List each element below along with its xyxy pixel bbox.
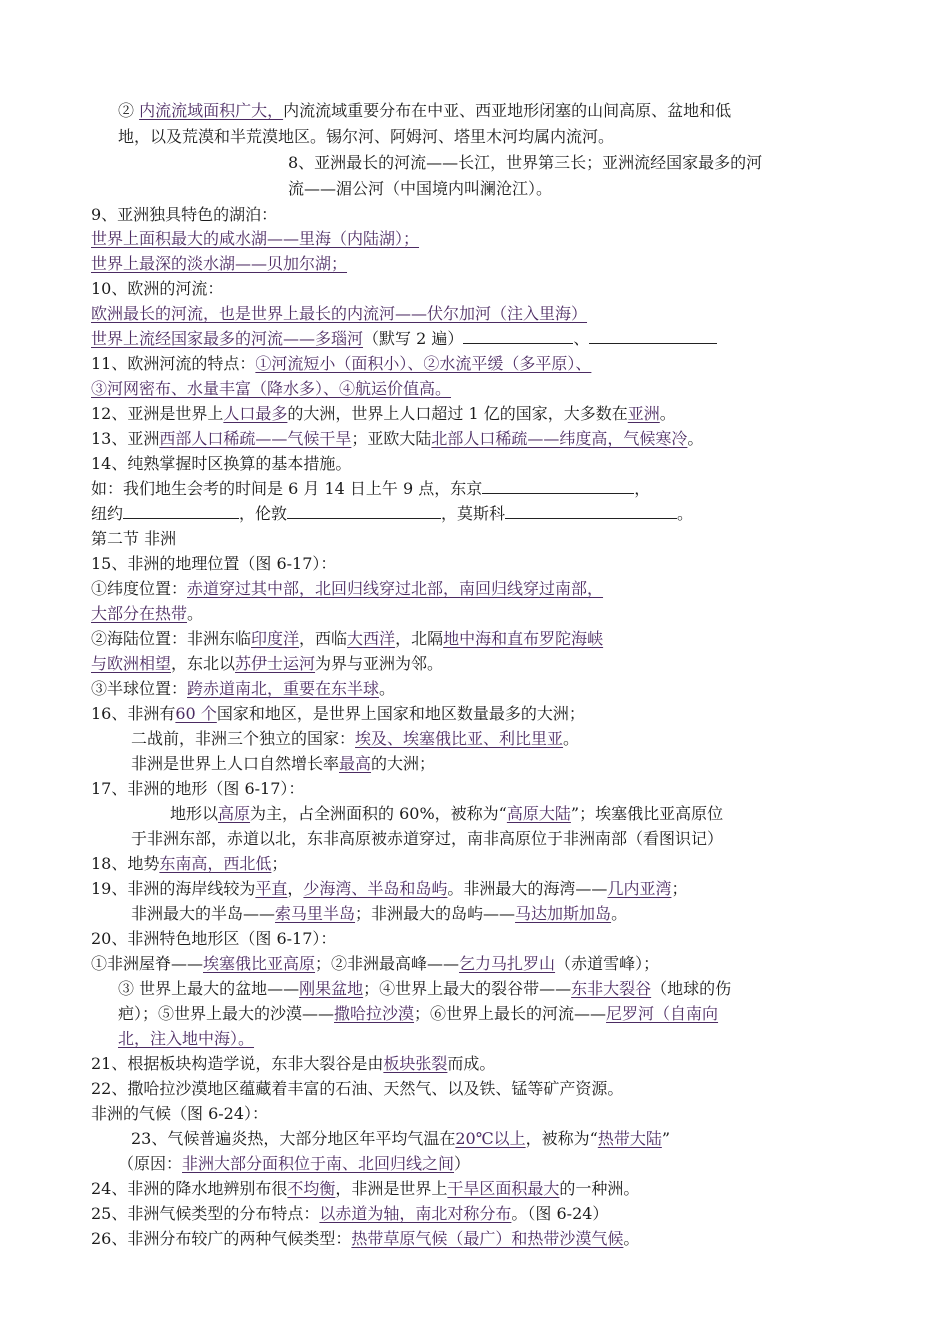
text-line — [131, 753, 435, 775]
text-segment: ①纬度位置： — [91, 579, 188, 598]
text-segment: 16、非洲有 — [91, 704, 176, 723]
text-segment: 9、亚洲独具特色的湖泊： — [91, 205, 278, 224]
text-line — [91, 403, 676, 425]
text-segment: ） — [454, 1154, 471, 1173]
text-segment: 18、地势 — [91, 854, 160, 873]
text-segment: 。 — [611, 904, 628, 923]
underlined-text: 马达加斯加岛 — [515, 904, 612, 923]
text-segment: 。 — [563, 729, 580, 748]
underlined-text: 亚洲 — [627, 404, 660, 423]
text-segment: 24、非洲的降水地辨别布很 — [91, 1179, 288, 1198]
underlined-text: 东南高，西北低 — [159, 854, 272, 873]
text-segment: 如：我们地生会考的时间是 6 月 14 日上午 9 点，东京 — [91, 479, 483, 498]
text-line — [91, 703, 585, 725]
text-segment: 疤）；⑤世界上最大的沙漠—— — [118, 1004, 335, 1023]
underlined-text: 乞力马扎罗山 — [459, 954, 556, 973]
underlined-text: 人口最多 — [223, 404, 288, 423]
text-segment: ；亚欧大陆 — [351, 429, 432, 448]
text-line — [118, 126, 614, 148]
underlined-text: 北，注入地中海）。 — [118, 1029, 255, 1048]
underlined-text: 埃及、埃塞俄比亚、利比里亚 — [355, 729, 564, 748]
underlined-text: 热带大陆 — [597, 1129, 662, 1148]
text-line — [91, 953, 659, 975]
underlined-text: 北部人口稀疏——纬度高，气候寒冷 — [431, 429, 688, 448]
text-line — [91, 578, 603, 600]
fill-in-blank — [505, 504, 677, 519]
text-segment: 二战前，非洲三个独立的国家： — [131, 729, 356, 748]
text-line — [91, 553, 336, 575]
text-segment: 21、根据板块构造学说，东非大裂谷是由 — [91, 1054, 384, 1073]
text-segment: 地形以 — [170, 804, 219, 823]
text-segment: 非洲是世界上人口自然增长率 — [131, 754, 340, 773]
text-segment: 15、非洲的地理位置（图 6-17）： — [91, 554, 337, 573]
underlined-text: 索马里半岛 — [275, 904, 356, 923]
text-segment: ； — [671, 879, 688, 898]
underlined-text: 20℃以上 — [455, 1129, 526, 1148]
text-segment: 。 — [677, 504, 694, 523]
text-segment: 26、非洲分布较广的两种气候类型： — [91, 1229, 352, 1248]
text-line — [131, 1128, 670, 1150]
text-segment: 的一种洲。 — [559, 1179, 640, 1198]
text-segment: 。 — [379, 679, 396, 698]
text-segment: （赤道雪峰）； — [555, 954, 660, 973]
text-segment: 8、亚洲最长的河流——长江，世界第三长；亚洲流经国家最多的河 — [288, 153, 763, 172]
text-segment: 25、非洲气候类型的分布特点： — [91, 1204, 320, 1223]
underlined-text: 撒哈拉沙漠 — [334, 1004, 415, 1023]
underlined-text: 非洲大部分面积位于南、北回归线之间 — [182, 1154, 455, 1173]
text-segment: （原因： — [118, 1154, 183, 1173]
underlined-text: 地中海和直布罗陀海峡 — [443, 629, 604, 648]
text-segment: ，被称为“ — [525, 1129, 598, 1148]
text-segment: 国家和地区，是世界上国家和地区数量最多的大洲； — [216, 704, 585, 723]
text-segment: 。 — [659, 404, 676, 423]
underlined-text: 印度洋 — [251, 629, 300, 648]
underlined-text: 西部人口稀疏——气候干旱 — [159, 429, 352, 448]
text-line — [91, 478, 650, 500]
text-line — [91, 1078, 623, 1100]
text-segment: ③半球位置： — [91, 679, 188, 698]
text-segment: 。 — [187, 604, 204, 623]
text-line — [288, 178, 552, 200]
text-segment: 地，以及荒漠和半荒漠地区。锡尔河、阿姆河、塔里木河均属内流河。 — [118, 127, 615, 146]
text-segment: ；非洲最大的岛屿—— — [355, 904, 516, 923]
text-line — [91, 778, 304, 800]
text-line — [91, 528, 176, 550]
text-line — [91, 928, 336, 950]
text-line — [91, 853, 287, 875]
underlined-text: 世界上面积最大的咸水湖——里海（内陆湖）； — [91, 229, 420, 248]
text-segment: 。非洲最大的海湾—— — [447, 879, 608, 898]
text-segment: ，伦敦 — [239, 504, 288, 523]
text-line — [288, 152, 762, 174]
underlined-text: 大部分在热带 — [91, 604, 188, 623]
underlined-text: 最高 — [339, 754, 372, 773]
text-line — [91, 603, 203, 625]
text-segment: ② — [118, 101, 140, 120]
text-segment: 而成。 — [447, 1054, 496, 1073]
text-segment: ；⑥世界上最长的河流—— — [414, 1004, 607, 1023]
text-line — [131, 903, 627, 925]
text-line — [91, 678, 395, 700]
text-segment: 非洲最大的半岛—— — [131, 904, 276, 923]
underlined-text: 以赤道为轴，南北对称分布 — [319, 1204, 512, 1223]
text-segment: ，莫斯科 — [441, 504, 506, 523]
text-line — [91, 278, 223, 300]
text-line — [91, 653, 443, 675]
underlined-text: 欧洲最长的河流，也是世界上最长的内流河——伏尔加河（注入里海） — [91, 304, 588, 323]
underlined-text: 内流流域面积广大， — [139, 101, 284, 120]
text-segment: ，西临 — [299, 629, 348, 648]
text-segment: （地球的伤 — [651, 979, 732, 998]
text-segment: ，北隔 — [395, 629, 444, 648]
underlined-text: 刚果盆地 — [299, 979, 364, 998]
text-line — [91, 628, 603, 650]
text-segment: 。 — [623, 1229, 640, 1248]
underlined-text: 热带草原气候（最广）和热带沙漠气候 — [351, 1229, 624, 1248]
underlined-text: 大西洋 — [347, 629, 396, 648]
text-segment: 。 — [687, 429, 704, 448]
text-segment: 。（图 6-24） — [511, 1204, 609, 1223]
underlined-text: 苏伊士运河 — [235, 654, 316, 673]
text-segment: 第二节 非洲 — [91, 529, 177, 548]
underlined-text: ①河流短小（面积小）、②水流平缓（多平原）、 — [255, 354, 592, 373]
underlined-text: 东非大裂谷 — [571, 979, 652, 998]
underlined-text: 尼罗河（自南向 — [606, 1004, 719, 1023]
text-segment: 流——湄公河（中国境内叫澜沧江）。 — [288, 179, 553, 198]
text-segment: ， — [287, 879, 304, 898]
text-segment: 的大洲，世界上人口超过 1 亿的国家，大多数在 — [287, 404, 628, 423]
text-segment: ，非洲是世界上 — [335, 1179, 448, 1198]
text-line — [91, 1203, 608, 1225]
text-segment: 内流流域重要分布在中亚、西亚地形闭塞的山间高原、盆地和低 — [283, 101, 732, 120]
text-segment: 17、非洲的地形（图 6-17）： — [91, 779, 305, 798]
fill-in-blank — [463, 329, 573, 344]
fill-in-blank — [123, 504, 239, 519]
underlined-text: 几内亚湾 — [607, 879, 672, 898]
text-line — [91, 204, 277, 226]
fill-in-blank — [589, 329, 717, 344]
text-segment: 23、气候普遍炎热，大部分地区年平均气温在 — [131, 1129, 456, 1148]
underlined-text: 不均衡 — [287, 1179, 336, 1198]
underlined-text: 赤道穿过其中部，北回归线穿过北部，南回归线穿过南部， — [187, 579, 604, 598]
fill-in-blank — [287, 504, 441, 519]
underlined-text: 高原大陆 — [506, 804, 571, 823]
text-line — [118, 978, 731, 1000]
underlined-text: 干旱区面积最大 — [447, 1179, 560, 1198]
text-segment: 、 — [573, 329, 590, 348]
underlined-text: 世界上流经国家最多的河流——多瑙河 — [91, 329, 364, 348]
underlined-text: 60 个 — [175, 704, 217, 723]
text-segment: 的大洲； — [371, 754, 436, 773]
text-segment: ③ 世界上最大的盆地—— — [118, 979, 300, 998]
text-line — [91, 1228, 639, 1250]
text-segment: 11、欧洲河流的特点： — [91, 354, 256, 373]
underlined-text: 埃塞俄比亚高原 — [203, 954, 316, 973]
text-line — [91, 253, 347, 275]
underlined-text: 世界上最深的淡水湖——贝加尔湖； — [91, 254, 348, 273]
text-segment: （默写 2 遍） — [363, 329, 464, 348]
text-segment: ” — [661, 1129, 671, 1148]
text-line — [170, 803, 723, 825]
text-line — [91, 353, 591, 375]
text-segment: ，东北以 — [171, 654, 236, 673]
text-segment: 13、亚洲 — [91, 429, 160, 448]
text-line — [91, 378, 451, 400]
text-segment: 为界与亚洲为邻。 — [315, 654, 444, 673]
text-segment: ”；埃塞俄比亚高原位 — [570, 804, 724, 823]
text-line — [91, 228, 419, 250]
text-segment: ②海陆位置：非洲东临 — [91, 629, 252, 648]
text-line — [91, 503, 693, 525]
text-segment: 20、非洲特色地形区（图 6-17）： — [91, 929, 337, 948]
text-segment: 19、非洲的海岸线较为 — [91, 879, 256, 898]
underlined-text: 高原 — [218, 804, 251, 823]
text-segment: 于非洲东部，赤道以北，东非高原被赤道穿过，南非高原位于非洲南部（看图识记） — [131, 829, 724, 848]
text-segment: 纽约 — [91, 504, 124, 523]
text-line — [118, 1153, 470, 1175]
underlined-text: 板块张裂 — [383, 1054, 448, 1073]
text-line — [118, 100, 731, 122]
underlined-text: 与欧洲相望 — [91, 654, 172, 673]
text-line — [118, 1028, 254, 1050]
text-segment: 14、纯熟掌握时区换算的基本措施。 — [91, 454, 352, 473]
underlined-text: 平直 — [255, 879, 288, 898]
fill-in-blank — [482, 479, 634, 494]
underlined-text: ③河网密布、水量丰富（降水多）、④航运价值高。 — [91, 379, 452, 398]
text-line — [91, 1178, 639, 1200]
text-line — [91, 303, 587, 325]
text-segment: 为主，占全洲面积的 60%，被称为“ — [250, 804, 507, 823]
text-segment: ； — [271, 854, 288, 873]
text-segment: ， — [634, 479, 651, 498]
text-segment: ；②非洲最高峰—— — [315, 954, 460, 973]
text-line — [91, 328, 717, 350]
text-segment: 12、亚洲是世界上 — [91, 404, 224, 423]
text-line — [91, 1053, 495, 1075]
text-line — [131, 728, 579, 750]
text-line — [91, 878, 687, 900]
text-line — [118, 1003, 718, 1025]
text-segment: 22、撒哈拉沙漠地区蕴藏着丰富的石油、天然气、以及铁、锰等矿产资源。 — [91, 1079, 624, 1098]
underlined-text: 少海湾、半岛和岛屿 — [303, 879, 448, 898]
text-line — [91, 1103, 268, 1125]
text-segment: ；④世界上最大的裂谷带—— — [363, 979, 572, 998]
text-line — [131, 828, 723, 850]
text-segment: ①非洲屋脊—— — [91, 954, 204, 973]
underlined-text: 跨赤道南北，重要在东半球 — [187, 679, 380, 698]
text-line — [91, 453, 351, 475]
text-segment: 非洲的气候（图 6-24）： — [91, 1104, 269, 1123]
text-segment: 10、欧洲的河流： — [91, 279, 224, 298]
text-line — [91, 428, 703, 450]
